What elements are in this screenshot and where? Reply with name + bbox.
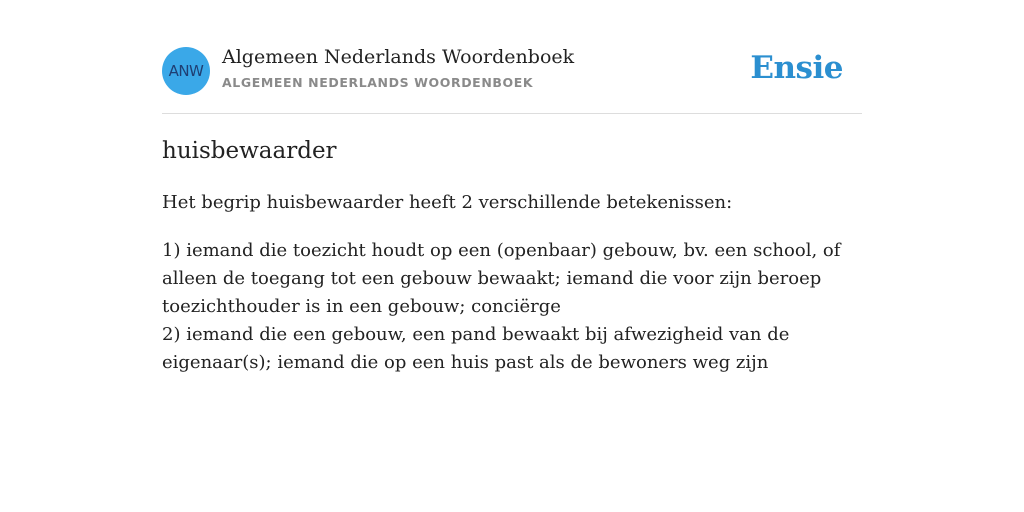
source-logo-text: ANW (168, 62, 204, 80)
definitions-list (162, 237, 864, 377)
entry-term: huisbewaarder (162, 138, 337, 164)
source-title[interactable]: Algemeen Nederlands Woordenboek (222, 46, 575, 68)
source-subtitle: ALGEMEEN NEDERLANDS WOORDENBOEK (222, 75, 534, 90)
entry-intro: Het begrip huisbewaarder heeft 2 verschillende betekenissen: (162, 192, 733, 213)
entry-card (162, 0, 862, 373)
definition-item: 1) iemand die toezicht houdt op een (openbaar) gebouw, bv. een school, of alleen de toegang tot een gebouw bewaakt; iemand die voor zijn beroep toezichthouder is in een gebouw; conciërge (162, 240, 841, 317)
definition-item: 2) iemand die een gebouw, een pand bewaakt bij afwezigheid van de eigenaar(s); iemand die op een huis past als de bewoners weg zijn (162, 324, 790, 373)
source-logo[interactable] (162, 47, 210, 95)
ensie-brand-logo[interactable]: Ensie (750, 50, 843, 86)
source-header (162, 0, 862, 114)
